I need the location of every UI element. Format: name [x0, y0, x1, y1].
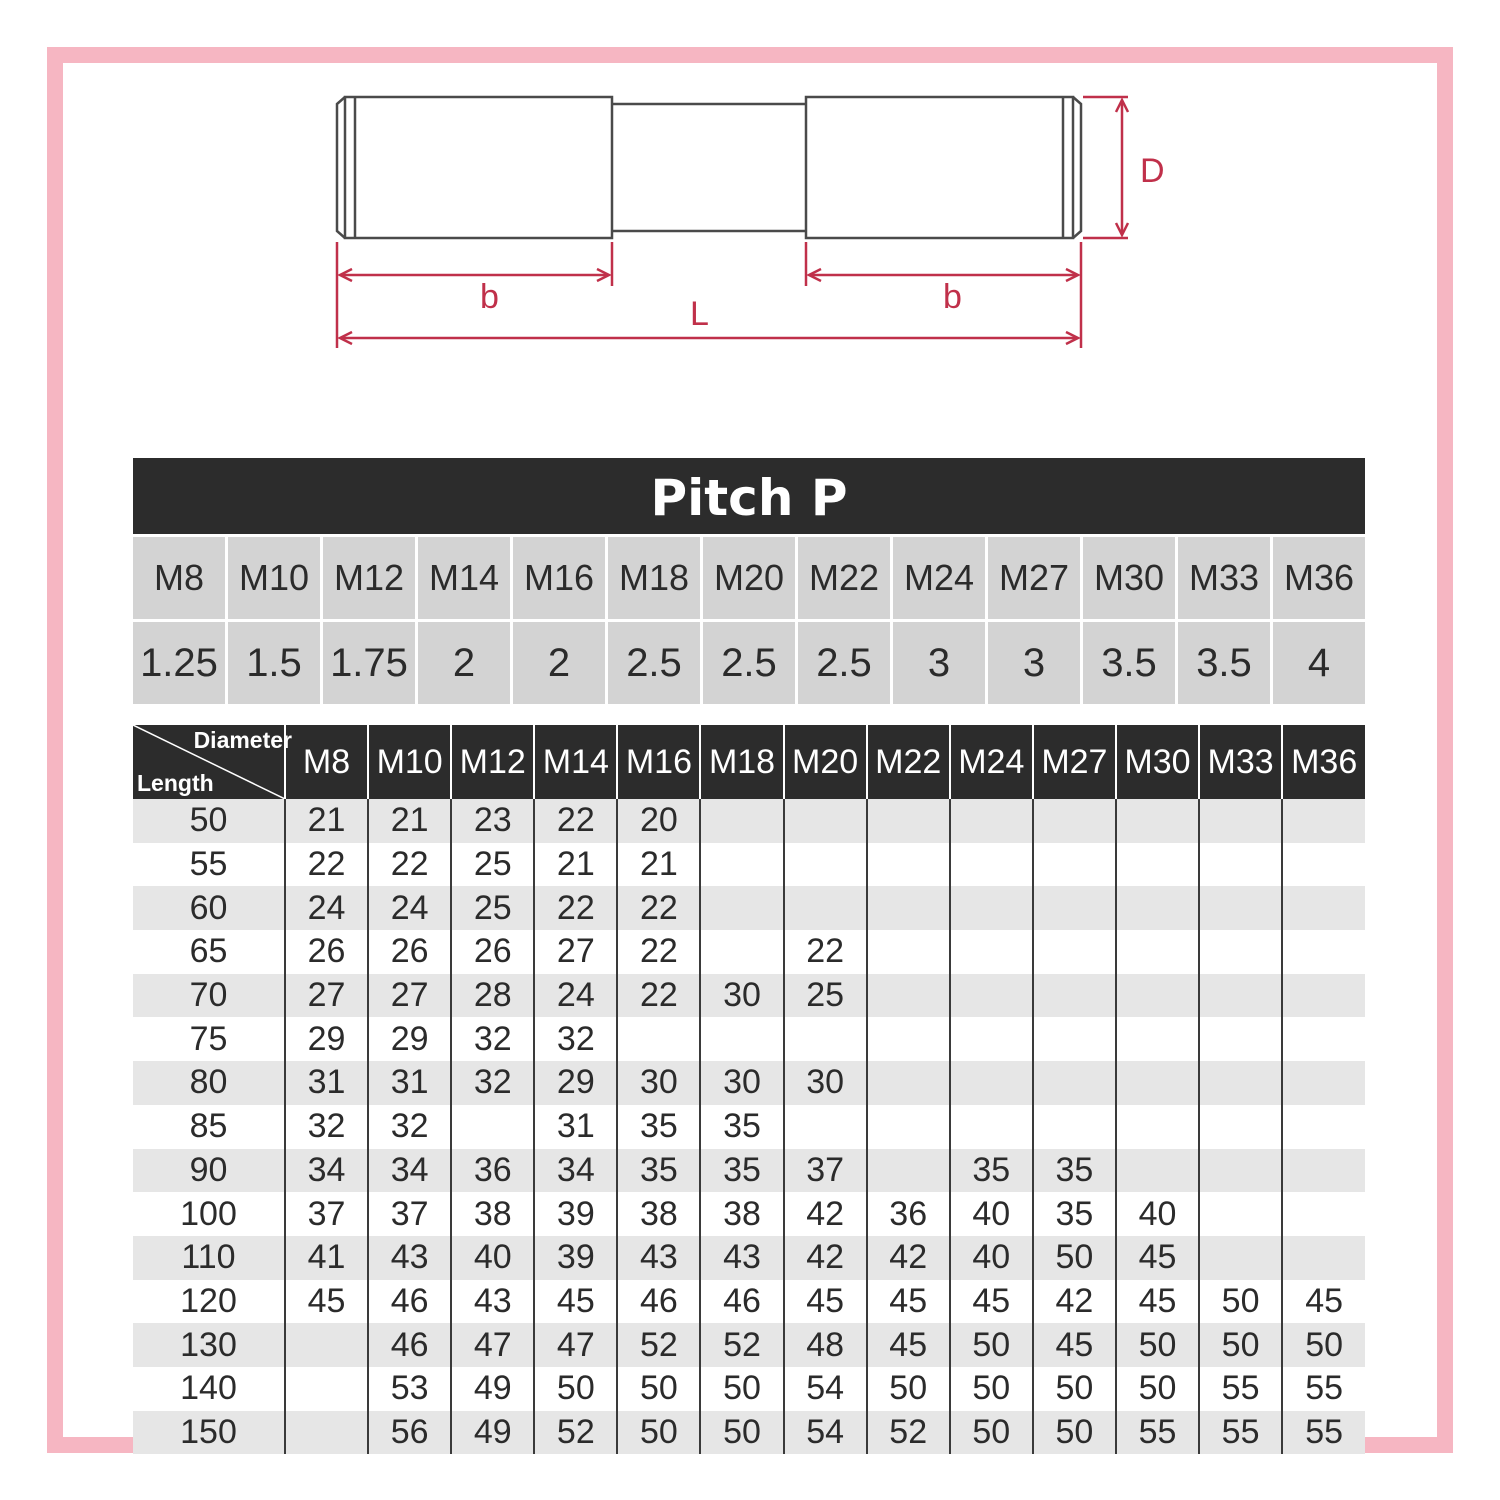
pitch-size-cell: M24: [893, 537, 985, 619]
diameter-header: M27: [1033, 725, 1116, 799]
thread-length-cell: [1033, 974, 1116, 1018]
length-cell: 150: [133, 1411, 285, 1455]
thread-length-cell: 45: [950, 1280, 1033, 1324]
length-cell: 110: [133, 1236, 285, 1280]
thread-length-cell: 25: [451, 886, 534, 930]
thread-length-cell: 45: [867, 1323, 950, 1367]
thread-length-cell: [1199, 1105, 1282, 1149]
thread-length-cell: 20: [617, 799, 700, 843]
thread-length-cell: [1116, 799, 1199, 843]
thread-length-cell: 22: [368, 843, 451, 887]
diameter-header: M8: [285, 725, 368, 799]
thread-length-cell: [784, 1105, 867, 1149]
thread-length-cell: 50: [950, 1411, 1033, 1455]
thread-length-cell: [867, 930, 950, 974]
thread-length-cell: [451, 1105, 534, 1149]
pitch-size-cell: M10: [228, 537, 320, 619]
thread-length-cell: [1199, 1061, 1282, 1105]
thread-length-cell: 42: [867, 1236, 950, 1280]
thread-length-cell: [1199, 930, 1282, 974]
thread-length-cell: [1282, 1061, 1365, 1105]
diameter-header: M30: [1116, 725, 1199, 799]
thread-length-cell: [1033, 930, 1116, 974]
pitch-size-cell: M8: [133, 537, 225, 619]
thread-length-cell: [784, 843, 867, 887]
thread-length-cell: 26: [368, 930, 451, 974]
thread-length-cell: [1116, 843, 1199, 887]
thread-length-cell: 45: [534, 1280, 617, 1324]
label-diameter: D: [1140, 152, 1165, 190]
length-cell: 75: [133, 1017, 285, 1061]
thread-length-cell: [1282, 1236, 1365, 1280]
thread-length-cell: [1033, 1105, 1116, 1149]
thread-length-cell: 47: [451, 1323, 534, 1367]
thread-length-cell: 21: [534, 843, 617, 887]
thread-length-cell: [700, 930, 783, 974]
thread-length-cell: [700, 886, 783, 930]
pitch-table: [133, 458, 1365, 704]
thread-length-cell: 56: [368, 1411, 451, 1455]
thread-length-cell: 46: [617, 1280, 700, 1324]
thread-length-cell: [1116, 1149, 1199, 1193]
thread-length-cell: [1199, 799, 1282, 843]
diameter-header: M18: [700, 725, 783, 799]
stud-bolt-outline: [337, 97, 1081, 238]
thread-length-cell: [1116, 930, 1199, 974]
thread-length-cell: [1116, 974, 1199, 1018]
thread-length-cell: 22: [285, 843, 368, 887]
thread-length-cell: 49: [451, 1367, 534, 1411]
thread-length-cell: [867, 843, 950, 887]
length-cell: 65: [133, 930, 285, 974]
table-row: [133, 843, 1365, 887]
thread-length-cell: [950, 930, 1033, 974]
thread-length-cell: 32: [368, 1105, 451, 1149]
thread-length-cell: 55: [1282, 1367, 1365, 1411]
thread-length-cell: 30: [617, 1061, 700, 1105]
thread-length-cell: 43: [451, 1280, 534, 1324]
table-header-row: [133, 725, 1365, 799]
thread-length-cell: 49: [451, 1411, 534, 1455]
diameter-header: M14: [534, 725, 617, 799]
thread-length-cell: 50: [1116, 1323, 1199, 1367]
thread-length-cell: [950, 1017, 1033, 1061]
thread-length-cell: [617, 1017, 700, 1061]
thread-length-cell: 55: [1199, 1367, 1282, 1411]
thread-length-cell: [950, 799, 1033, 843]
dimension-lines: [337, 97, 1128, 348]
thread-length-cell: 38: [617, 1192, 700, 1236]
thread-length-cell: 46: [368, 1280, 451, 1324]
thread-length-cell: 22: [784, 930, 867, 974]
thread-length-cell: [950, 974, 1033, 1018]
thread-length-cell: [1033, 886, 1116, 930]
pitch-value-row: [133, 622, 1365, 704]
thread-length-cell: 22: [534, 886, 617, 930]
pitch-value-cell: 4: [1273, 622, 1365, 704]
thread-length-cell: 45: [1116, 1280, 1199, 1324]
thread-length-cell: 32: [534, 1017, 617, 1061]
thread-length-cell: [867, 1105, 950, 1149]
thread-length-cell: [1116, 1061, 1199, 1105]
table-row: [133, 1149, 1365, 1193]
diameter-header: M12: [451, 725, 534, 799]
thread-length-cell: 50: [617, 1367, 700, 1411]
length-cell: 100: [133, 1192, 285, 1236]
thread-length-cell: [700, 1017, 783, 1061]
thread-length-cell: 32: [285, 1105, 368, 1149]
thread-length-cell: 55: [1116, 1411, 1199, 1455]
thread-length-cell: 43: [617, 1236, 700, 1280]
thread-length-cell: 35: [700, 1105, 783, 1149]
thread-length-cell: 50: [1199, 1280, 1282, 1324]
pitch-size-cell: M14: [418, 537, 510, 619]
length-cell: 80: [133, 1061, 285, 1105]
diameter-header: M10: [368, 725, 451, 799]
thread-length-cell: 29: [285, 1017, 368, 1061]
thread-length-cell: [1199, 974, 1282, 1018]
thread-length-cell: 50: [1033, 1236, 1116, 1280]
thread-length-cell: 53: [368, 1367, 451, 1411]
table-row: [133, 1017, 1365, 1061]
thread-length-cell: 42: [1033, 1280, 1116, 1324]
thread-length-cell: 27: [285, 974, 368, 1018]
thread-length-cell: 35: [617, 1149, 700, 1193]
thread-length-cell: 37: [368, 1192, 451, 1236]
thread-length-cell: [1116, 1105, 1199, 1149]
pitch-value-cell: 3.5: [1178, 622, 1270, 704]
thread-length-cell: [867, 1061, 950, 1105]
thread-length-cell: 22: [534, 799, 617, 843]
thread-length-cell: [700, 799, 783, 843]
thread-length-cell: [867, 1017, 950, 1061]
thread-length-cell: 36: [867, 1192, 950, 1236]
pitch-size-cell: M33: [1178, 537, 1270, 619]
pitch-size-row: [133, 537, 1365, 619]
thread-length-table: [133, 725, 1365, 1454]
thread-length-cell: [1199, 886, 1282, 930]
length-cell: 140: [133, 1367, 285, 1411]
thread-length-cell: 28: [451, 974, 534, 1018]
thread-length-cell: [867, 974, 950, 1018]
thread-length-cell: [867, 1149, 950, 1193]
thread-length-cell: 26: [285, 930, 368, 974]
thread-length-cell: 25: [784, 974, 867, 1018]
thread-length-cell: 21: [617, 843, 700, 887]
thread-length-cell: [1116, 886, 1199, 930]
table-row: [133, 1323, 1365, 1367]
table-row: [133, 1367, 1365, 1411]
thread-length-cell: [1199, 843, 1282, 887]
table-row: [133, 799, 1365, 843]
pitch-value-cell: 2.5: [703, 622, 795, 704]
thread-length-cell: 42: [784, 1192, 867, 1236]
thread-length-cell: 50: [1282, 1323, 1365, 1367]
thread-length-cell: [1199, 1017, 1282, 1061]
length-cell: 90: [133, 1149, 285, 1193]
thread-length-cell: 50: [950, 1367, 1033, 1411]
label-b-left: b: [480, 278, 499, 316]
thread-length-cell: [1282, 799, 1365, 843]
table-row: [133, 930, 1365, 974]
thread-length-cell: 22: [617, 930, 700, 974]
thread-length-cell: 54: [784, 1367, 867, 1411]
thread-length-cell: 50: [950, 1323, 1033, 1367]
thread-length-cell: [1033, 843, 1116, 887]
corner-label-diameter: Diameter: [193, 727, 292, 753]
thread-length-cell: 50: [617, 1411, 700, 1455]
thread-length-cell: 34: [534, 1149, 617, 1193]
thread-length-cell: 55: [1199, 1411, 1282, 1455]
thread-length-cell: 35: [1033, 1149, 1116, 1193]
thread-length-cell: 22: [617, 886, 700, 930]
thread-length-cell: 50: [700, 1367, 783, 1411]
thread-length-cell: [285, 1323, 368, 1367]
length-cell: 130: [133, 1323, 285, 1367]
diameter-header: M16: [617, 725, 700, 799]
thread-length-cell: [1282, 1017, 1365, 1061]
length-cell: 55: [133, 843, 285, 887]
thread-length-cell: 31: [285, 1061, 368, 1105]
thread-length-cell: 45: [285, 1280, 368, 1324]
thread-length-cell: 21: [285, 799, 368, 843]
thread-length-cell: [285, 1367, 368, 1411]
pitch-value-cell: 3: [893, 622, 985, 704]
thread-length-cell: [1282, 1192, 1365, 1236]
thread-length-cell: 50: [1199, 1323, 1282, 1367]
thread-length-cell: 35: [950, 1149, 1033, 1193]
pitch-value-cell: 2.5: [798, 622, 890, 704]
table-row: [133, 1192, 1365, 1236]
thread-length-cell: 43: [700, 1236, 783, 1280]
pitch-size-cell: M22: [798, 537, 890, 619]
thread-length-cell: 30: [700, 1061, 783, 1105]
thread-length-cell: 50: [1033, 1367, 1116, 1411]
thread-length-cell: [1033, 799, 1116, 843]
pitch-value-cell: 1.75: [323, 622, 415, 704]
thread-length-cell: 37: [784, 1149, 867, 1193]
thread-length-cell: 52: [700, 1323, 783, 1367]
thread-length-cell: [867, 799, 950, 843]
length-cell: 120: [133, 1280, 285, 1324]
thread-length-cell: [950, 843, 1033, 887]
thread-length-cell: 42: [784, 1236, 867, 1280]
diameter-header: M24: [950, 725, 1033, 799]
label-total-length: L: [690, 295, 709, 333]
thread-length-cell: [1282, 886, 1365, 930]
thread-length-cell: 50: [1116, 1367, 1199, 1411]
thread-length-cell: [784, 886, 867, 930]
thread-length-cell: [1199, 1149, 1282, 1193]
corner-label-length: Length: [137, 770, 214, 796]
thread-length-cell: 21: [368, 799, 451, 843]
thread-length-cell: 26: [451, 930, 534, 974]
table-row: [133, 1411, 1365, 1455]
pitch-value-cell: 3: [988, 622, 1080, 704]
thread-length-cell: 45: [1116, 1236, 1199, 1280]
diameter-header: M36: [1282, 725, 1365, 799]
pitch-size-cell: M12: [323, 537, 415, 619]
pitch-value-cell: 2.5: [608, 622, 700, 704]
thread-length-cell: 50: [1033, 1411, 1116, 1455]
thread-length-cell: 29: [534, 1061, 617, 1105]
thread-length-cell: 23: [451, 799, 534, 843]
corner-header: [133, 725, 292, 799]
thread-length-cell: [1033, 1017, 1116, 1061]
thread-length-cell: 36: [451, 1149, 534, 1193]
thread-length-cell: 45: [1282, 1280, 1365, 1324]
thread-length-cell: 40: [950, 1236, 1033, 1280]
pitch-size-cell: M16: [513, 537, 605, 619]
thread-length-cell: 25: [451, 843, 534, 887]
thread-length-cell: 35: [617, 1105, 700, 1149]
length-cell: 85: [133, 1105, 285, 1149]
length-cell: 50: [133, 799, 285, 843]
thread-length-cell: [867, 886, 950, 930]
label-b-right: b: [943, 278, 962, 316]
table-row: [133, 1105, 1365, 1149]
pitch-table-title: Pitch P: [133, 458, 1365, 534]
thread-length-cell: 38: [700, 1192, 783, 1236]
thread-length-cell: 40: [1116, 1192, 1199, 1236]
pitch-value-cell: 1.25: [133, 622, 225, 704]
thread-length-cell: [1282, 974, 1365, 1018]
thread-length-cell: [1199, 1192, 1282, 1236]
thread-length-cell: 38: [451, 1192, 534, 1236]
thread-length-cell: 31: [368, 1061, 451, 1105]
pitch-size-cell: M20: [703, 537, 795, 619]
thread-length-cell: 52: [617, 1323, 700, 1367]
thread-length-cell: [784, 799, 867, 843]
thread-length-cell: 45: [1033, 1323, 1116, 1367]
thread-length-cell: 50: [867, 1367, 950, 1411]
thread-length-cell: [950, 886, 1033, 930]
thread-length-cell: [784, 1017, 867, 1061]
thread-length-cell: 29: [368, 1017, 451, 1061]
pitch-value-cell: 1.5: [228, 622, 320, 704]
thread-length-cell: 46: [368, 1323, 451, 1367]
table-row: [133, 886, 1365, 930]
thread-length-cell: 35: [1033, 1192, 1116, 1236]
thread-length-cell: 39: [534, 1192, 617, 1236]
thread-length-cell: 46: [700, 1280, 783, 1324]
pitch-size-cell: M18: [608, 537, 700, 619]
thread-length-cell: 39: [534, 1236, 617, 1280]
thread-length-cell: 31: [534, 1105, 617, 1149]
thread-length-cell: 30: [700, 974, 783, 1018]
pitch-size-cell: M36: [1273, 537, 1365, 619]
thread-length-cell: 24: [285, 886, 368, 930]
thread-length-cell: [1282, 1105, 1365, 1149]
thread-length-cell: 43: [368, 1236, 451, 1280]
stud-bolt-diagram: [0, 0, 1500, 420]
pitch-value-cell: 2: [418, 622, 510, 704]
thread-length-cell: 40: [950, 1192, 1033, 1236]
thread-length-cell: [1033, 1061, 1116, 1105]
thread-length-cell: [1282, 1149, 1365, 1193]
pitch-value-cell: 3.5: [1083, 622, 1175, 704]
thread-length-cell: [1199, 1236, 1282, 1280]
thread-length-cell: 34: [285, 1149, 368, 1193]
diameter-header: M20: [784, 725, 867, 799]
thread-length-cell: [700, 843, 783, 887]
thread-length-cell: 41: [285, 1236, 368, 1280]
thread-length-cell: [1282, 930, 1365, 974]
thread-length-cell: 30: [784, 1061, 867, 1105]
table-row: [133, 1280, 1365, 1324]
thread-length-cell: [1116, 1017, 1199, 1061]
thread-length-cell: [285, 1411, 368, 1455]
thread-length-cell: 37: [285, 1192, 368, 1236]
length-cell: 70: [133, 974, 285, 1018]
thread-length-cell: 50: [534, 1367, 617, 1411]
table-row: [133, 1236, 1365, 1280]
thread-length-cell: [950, 1105, 1033, 1149]
pitch-size-cell: M27: [988, 537, 1080, 619]
thread-length-cell: 54: [784, 1411, 867, 1455]
diameter-header: M33: [1199, 725, 1282, 799]
thread-length-cell: 24: [534, 974, 617, 1018]
thread-length-cell: 47: [534, 1323, 617, 1367]
thread-length-cell: 24: [368, 886, 451, 930]
thread-length-cell: 45: [784, 1280, 867, 1324]
thread-length-cell: 32: [451, 1061, 534, 1105]
thread-length-cell: 50: [700, 1411, 783, 1455]
thread-length-cell: 27: [368, 974, 451, 1018]
thread-length-cell: 27: [534, 930, 617, 974]
thread-length-cell: [1282, 843, 1365, 887]
thread-length-cell: 45: [867, 1280, 950, 1324]
thread-length-cell: [950, 1061, 1033, 1105]
thread-length-cell: 48: [784, 1323, 867, 1367]
thread-length-cell: 52: [534, 1411, 617, 1455]
table-row: [133, 974, 1365, 1018]
thread-length-cell: 32: [451, 1017, 534, 1061]
pitch-size-cell: M30: [1083, 537, 1175, 619]
table-row: [133, 1061, 1365, 1105]
thread-length-cell: 35: [700, 1149, 783, 1193]
thread-length-cell: 55: [1282, 1411, 1365, 1455]
pitch-value-cell: 2: [513, 622, 605, 704]
length-cell: 60: [133, 886, 285, 930]
thread-length-cell: 40: [451, 1236, 534, 1280]
thread-length-cell: 22: [617, 974, 700, 1018]
diameter-header: M22: [867, 725, 950, 799]
thread-length-cell: 34: [368, 1149, 451, 1193]
thread-length-cell: 52: [867, 1411, 950, 1455]
